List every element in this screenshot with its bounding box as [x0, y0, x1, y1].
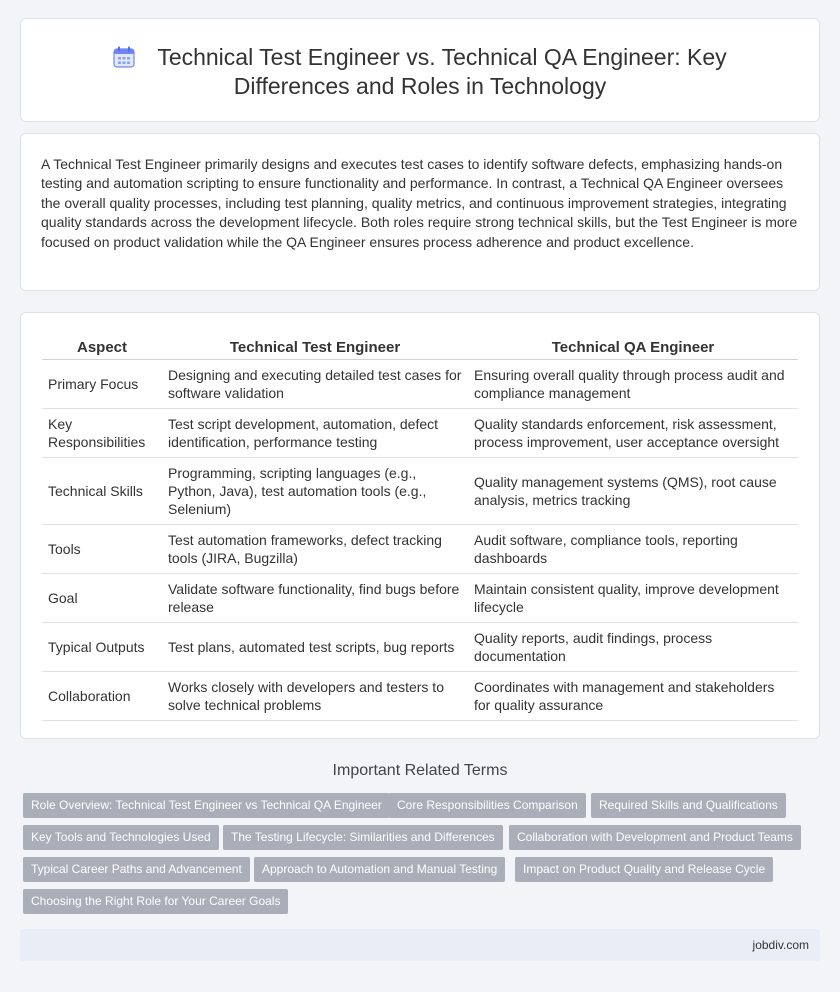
- intro-card: [20, 133, 820, 291]
- page-title-text: Technical Test Engineer vs. Technical QA Engineer: Key Differences and Roles in Technology: [157, 44, 727, 99]
- header-qa-engineer: Technical QA Engineer: [468, 333, 798, 359]
- footer: [20, 929, 820, 961]
- row-aspect: Collaboration: [42, 671, 162, 720]
- comparison-card: [20, 312, 820, 739]
- intro-paragraph: A Technical Test Engineer primarily designs and executes test cases to identify software defects, emphasizing hands-on testing and automation scripting to ensure functionality and performance. In contrast, a Technical QA Engineer oversees the overall quality processes, including test planning, quality metrics, and continuous improvement strategies, integrating quality standards across the development lifecycle. Both roles require strong technical skills, but the Test Engineer is more focused on product validation while the QA Engineer ensures process adherence and product excellence.: [41, 156, 798, 250]
- row-test-engineer: Programming, scripting languages (e.g., Python, Java), test automation tools (e.g., Selenium): [162, 457, 468, 524]
- row-test-engineer: Works closely with developers and testers to solve technical problems: [162, 671, 468, 720]
- row-qa-engineer: Ensuring overall quality through process audit and compliance management: [468, 359, 798, 408]
- page-title: [21, 43, 819, 101]
- row-aspect: Tools: [42, 524, 162, 573]
- row-qa-engineer: Maintain consistent quality, improve development lifecycle: [468, 573, 798, 622]
- related-term-tag[interactable]: Role Overview: Technical Test Engineer vs Technical QA Engineer: [23, 793, 390, 818]
- table-row: [42, 622, 798, 671]
- row-test-engineer: Validate software functionality, find bugs before release: [162, 573, 468, 622]
- row-aspect: Goal: [42, 573, 162, 622]
- row-test-engineer: Test script development, automation, defect identification, performance testing: [162, 408, 468, 457]
- row-qa-engineer: Quality management systems (QMS), root cause analysis, metrics tracking: [468, 457, 798, 524]
- table-row: [42, 671, 798, 720]
- related-term-tag[interactable]: Approach to Automation and Manual Testing: [254, 857, 505, 882]
- row-qa-engineer: Quality reports, audit findings, process documentation: [468, 622, 798, 671]
- related-term-tag[interactable]: Choosing the Right Role for Your Career Goals: [23, 889, 288, 914]
- row-aspect: Typical Outputs: [42, 622, 162, 671]
- row-qa-engineer: Quality standards enforcement, risk assessment, process improvement, user acceptance oversight: [468, 408, 798, 457]
- row-aspect: Primary Focus: [42, 359, 162, 408]
- comparison-table: [42, 333, 798, 721]
- related-term-tag[interactable]: Key Tools and Technologies Used: [23, 825, 219, 850]
- related-term-tag[interactable]: The Testing Lifecycle: Similarities and Differences: [223, 825, 503, 850]
- row-aspect: Key Responsibilities: [42, 408, 162, 457]
- footer-site-link[interactable]: jobdiv.com: [752, 938, 809, 952]
- related-term-tag[interactable]: Impact on Product Quality and Release Cycle: [515, 857, 773, 882]
- calendar-icon: [113, 46, 135, 68]
- table-header-row: [42, 333, 798, 359]
- table-row: [42, 573, 798, 622]
- row-qa-engineer: Audit software, compliance tools, reporting dashboards: [468, 524, 798, 573]
- table-row: [42, 524, 798, 573]
- table-row: [42, 408, 798, 457]
- related-term-tag[interactable]: Collaboration with Development and Product Teams: [509, 825, 801, 850]
- related-term-tag[interactable]: Required Skills and Qualifications: [591, 793, 786, 818]
- row-test-engineer: Test plans, automated test scripts, bug reports: [162, 622, 468, 671]
- title-card: [20, 18, 820, 122]
- row-test-engineer: Test automation frameworks, defect tracking tools (JIRA, Bugzilla): [162, 524, 468, 573]
- table-row: [42, 359, 798, 408]
- related-term-tag[interactable]: Core Responsibilities Comparison: [389, 793, 586, 818]
- header-aspect: Aspect: [42, 333, 162, 359]
- table-row: [42, 457, 798, 524]
- related-term-tag[interactable]: Typical Career Paths and Advancement: [23, 857, 250, 882]
- row-aspect: Technical Skills: [42, 457, 162, 524]
- row-qa-engineer: Coordinates with management and stakeholders for quality assurance: [468, 671, 798, 720]
- related-terms-title: Important Related Terms: [332, 762, 508, 779]
- header-test-engineer: Technical Test Engineer: [162, 333, 468, 359]
- row-test-engineer: Designing and executing detailed test cases for software validation: [162, 359, 468, 408]
